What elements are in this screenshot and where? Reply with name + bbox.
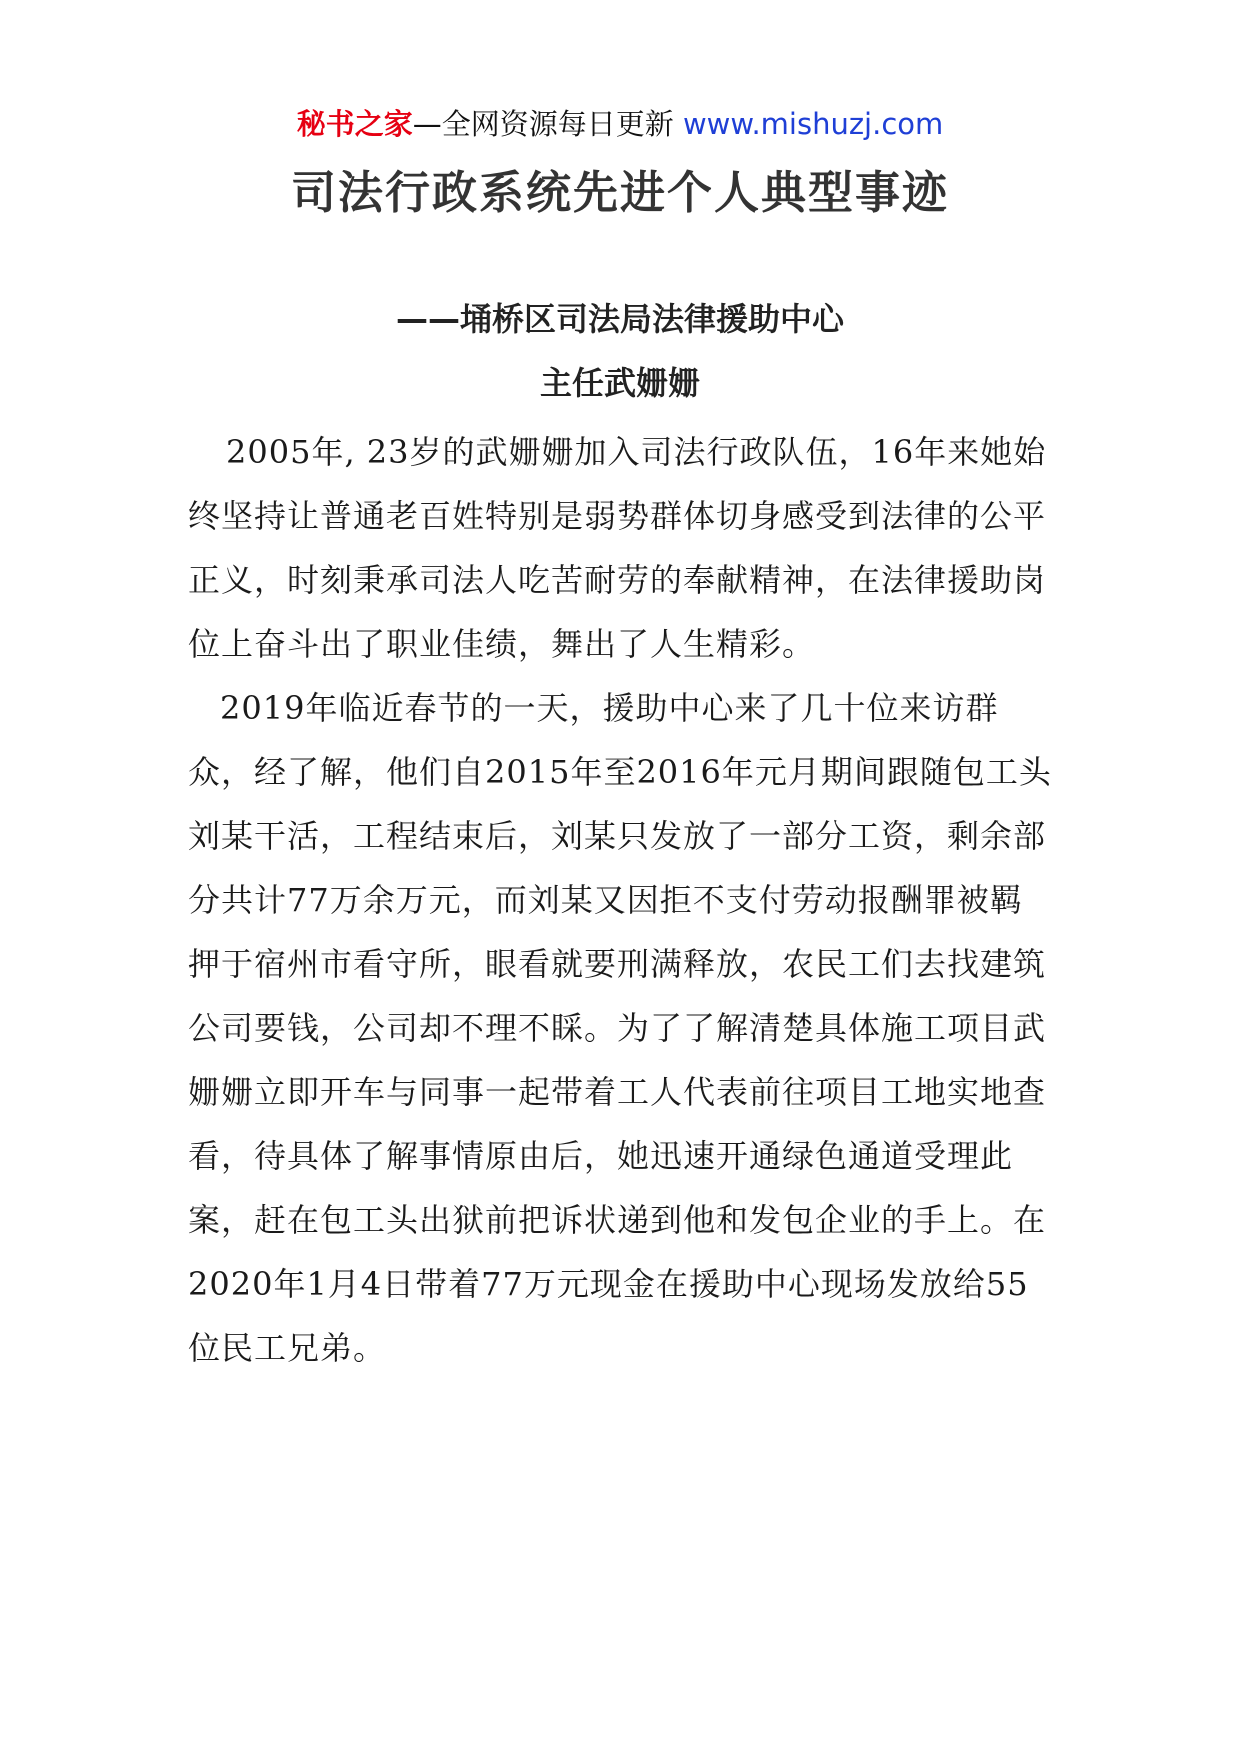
document-title: 司法行政系统先进个人典型事迹 <box>290 166 949 219</box>
site-url-link[interactable]: www.mishuzj.com <box>682 107 944 141</box>
document-subtitle-organization: ——埇桥区司法局法律援助中心 <box>395 300 844 338</box>
site-header <box>0 102 1240 146</box>
site-tagline: —全网资源每日更新 <box>412 107 683 141</box>
body-paragraph-2: 2019年临近春节的一天，援助中心来了几十位来访群众，经了解，他们自2015年至2016年元月期间跟随包工头刘某干活，工程结束后，刘某只发放了一部分工资，剩余部分共计77万余万元，而刘某又因拒不支付劳动报酬罪被羁押于宿州市看守所，眼看就要刑满释放，农民工们去找建筑公司要钱，公司却不理不睬。为了了解清楚具体施工项目武姗姗立即开车与同事一起带着工人代表前往项目工地实地查看，待具体了解事情原由后，她迅速开通绿色通道受理此案，赶在包工头出狱前把诉状递到他和发包企业的手上。在2020年1月4日带着77万元现金在援助中心现场发放给55位民工兄弟。 <box>188 689 1052 1367</box>
document-body <box>188 420 1054 1380</box>
body-paragraph-1: 2005年, 23岁的武姗姗加入司法行政队伍，16年来她始终坚持让普通老百姓特别是弱势群体切身感受到法律的公平正义，时刻秉承司法人吃苦耐劳的奉献精神，在法律援助岗位上奋斗出了职业佳绩，舞出了人生精彩。 <box>188 433 1047 663</box>
document-subtitle-person: 主任武姗姗 <box>539 364 700 402</box>
brand-name: 秘书之家 <box>296 107 413 141</box>
